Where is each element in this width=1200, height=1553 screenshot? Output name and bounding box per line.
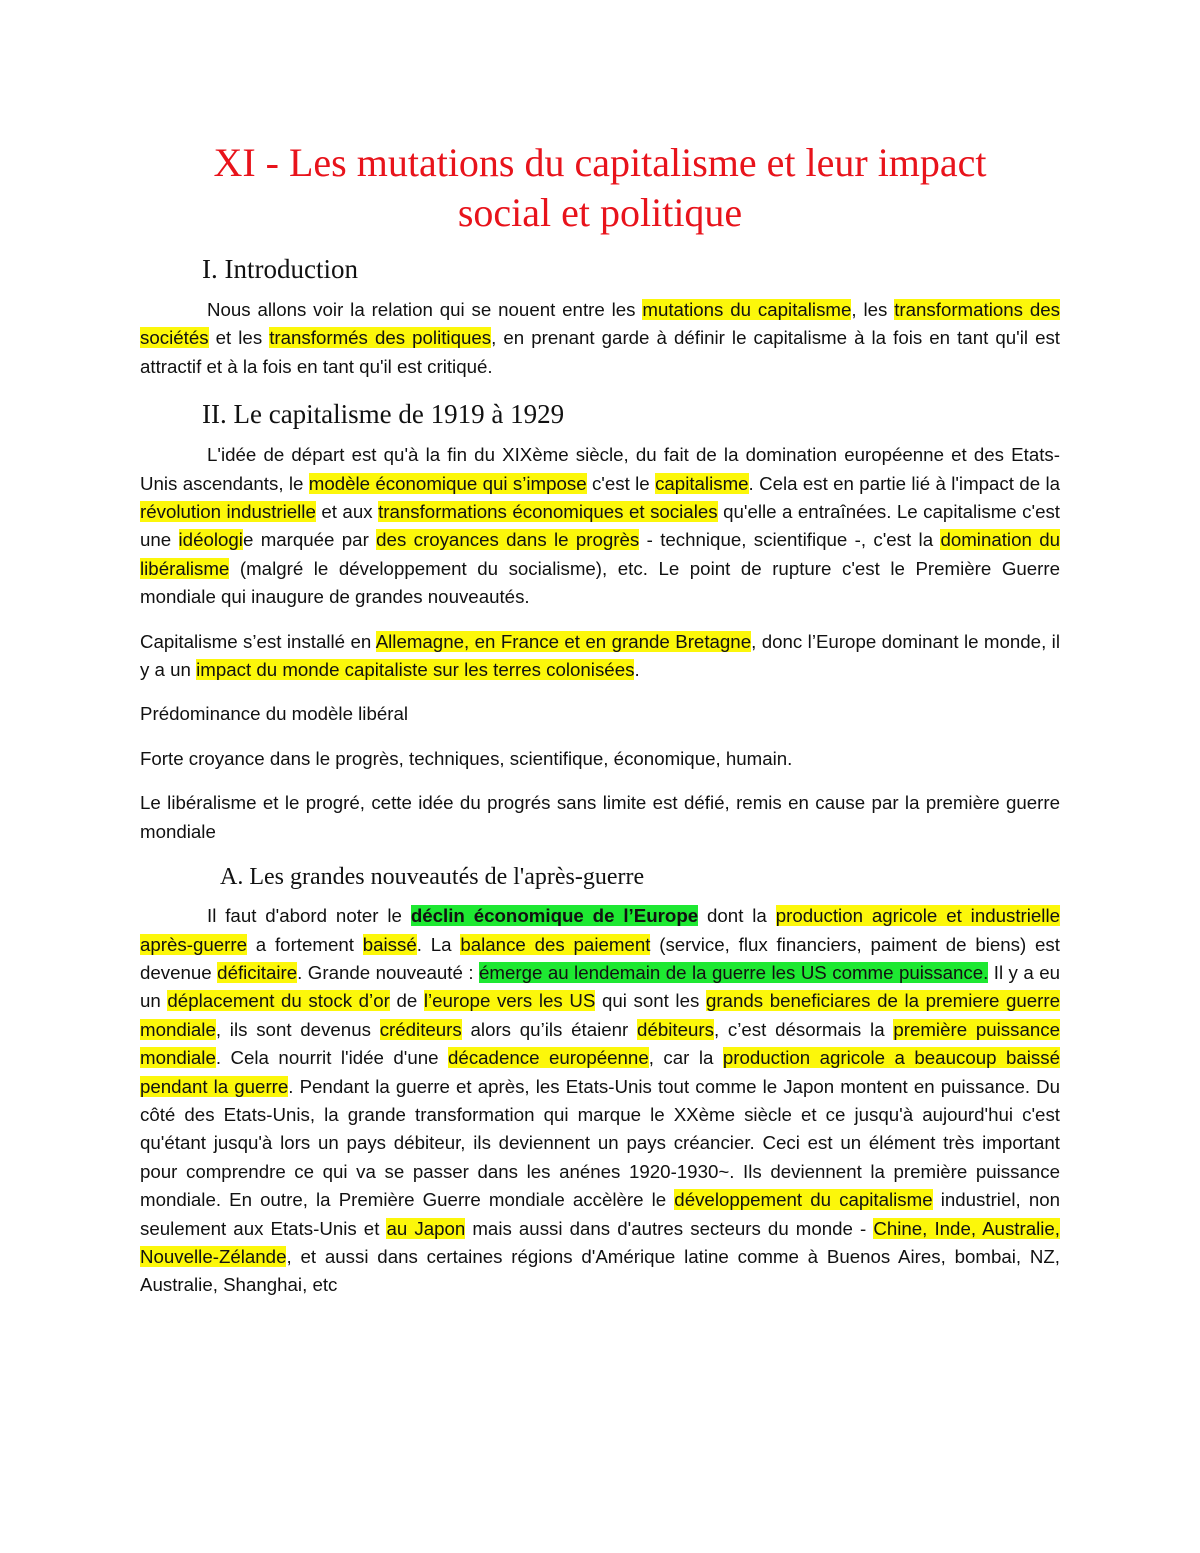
- section2-paragraph-4: Forte croyance dans le progrès, techniques, scientifique, économique, humain.: [140, 747, 793, 769]
- highlight: grands beneficiares de la premiere guerre mondiale: [140, 990, 1060, 1040]
- highlight: transformés des politiques: [269, 327, 492, 349]
- highlight: idéologi: [178, 529, 243, 551]
- title-line-2: social et politique: [457, 190, 743, 235]
- highlight: production agricole a beaucoup baissé pendant la guerre: [140, 1047, 1060, 1097]
- heading-introduction: I. Introduction: [202, 254, 358, 284]
- highlight: mutations du capitalisme: [642, 299, 852, 320]
- section2-paragraph-2: Capitalisme s’est installé en Allemagne, en France et en grande Bretagne, donc l’Europe dominant le monde, il y a un impact du monde capitaliste sur les terres colonisées.: [140, 630, 1060, 681]
- document-title: [140, 138, 1060, 238]
- highlight: Chine, Inde, Australie, Nouvelle-Zélande: [140, 1217, 1060, 1267]
- section2-paragraph-5: Le libéralisme et le progré, cette idée du progrés sans limite est défié, remis en cause par la première guerre mondiale: [140, 792, 1060, 842]
- heading-subsection-a: A. Les grandes nouveautés de l'après-guerre: [220, 864, 645, 891]
- subsectionA-paragraph: Il faut d'abord noter le déclin économique de l’Europe dont la production agricole et industrielle après-guerre a fortement baissé. La balance des paiement (service, flux financiers, paiment de biens) est devenue déficitaire. Grande nouveauté : émerge au lendemain de la guerre les US comme puissance. Il y a eu un déplacement du stock d’or de l’europe vers les US qui sont les grands beneficiares de la premiere guerre mondiale, ils sont devenus créditeurs alors qu’ils étaienr débiteurs, c’est désormais la première puissance mondiale. Cela nourrit l'idée d'une décadence européenne, car la production agricole a beaucoup baissé pendant la guerre. Pendant la guerre et après, les Etats-Unis tout comme le Japon montent en puissance. Du côté des Etats-Unis, la grande transformation qui marque le XXème siècle et ce jusqu'à aujourd'hui c'est qu'étant jusqu'à lors un pays débiteur, ils deviennent un pays créancier. Ceci est un élément très important pour comprendre ce qui va se passer dans les anénes 1920-1930~. Ils deviennent la première puissance mondiale. En outre, la Première Guerre mondiale accèlère le développement du capitalisme industriel, non seulement aux Etats-Unis et au Japon mais aussi dans d'autres secteurs du monde - Chine, Inde, Australie, Nouvelle-Zélande, et aussi dans certaines régions d'Amérique latine comme à Buenos Aires, bombai, NZ, Australie, Shanghai, etc: [140, 905, 1061, 1296]
- green-highlight: déclin économique de l’Europe: [410, 905, 699, 927]
- highlight: décadence européenne: [448, 1047, 649, 1069]
- highlight: révolution industrielle: [140, 501, 316, 523]
- highlight: développement du capitalisme: [674, 1189, 933, 1211]
- title-line-1: XI - Les mutations du capitalisme et leur impact: [213, 140, 987, 185]
- highlight: débiteurs: [637, 1018, 714, 1040]
- highlight: déficitaire: [217, 961, 298, 983]
- green-highlight: émerge au lendemain de la guerre les US comme puissance.: [479, 961, 989, 983]
- heading-section-2: II. Le capitalisme de 1919 à 1929: [202, 399, 565, 430]
- highlight: balance des paiement: [460, 933, 651, 955]
- section2-paragraph-1: L'idée de départ est qu'à la fin du XIXème siècle, du fait de la domination européenne et des Etats-Unis ascendants, le modèle économique qui s’impose c'est le capitalisme. Cela est en partie lié à l'impact de la révolution industrielle et aux transformations économiques et sociales qu'elle a entraînées. Le capitalisme c'est une idéologie marquée par des croyances dans le progrès - technique, scientifique -, c'est la domination du libéralisme (malgré le développement du socialisme), etc. Le point de rupture c'est le Première Guerre mondiale qui inaugure de grandes nouveautés.: [140, 444, 1061, 608]
- section2-paragraph-3: Prédominance du modèle libéral: [140, 703, 409, 725]
- highlight: impact du monde capitaliste sur les terres colonisées: [196, 659, 635, 681]
- highlight: transformations des sociétés: [140, 299, 1060, 349]
- intro-paragraph: Nous allons voir la relation qui se nouent entre les mutations du capitalisme, les transformations des sociétés et les transformés des politiques, en prenant garde à définir le capitalisme à la fois en tant qu'il est attractif et à la fois en tant qu'il est critiqué.: [140, 299, 1060, 377]
- highlight: au Japon: [386, 1217, 466, 1239]
- highlight: première puissance mondiale: [140, 1018, 1060, 1069]
- highlight: domination du libéralisme: [140, 529, 1061, 579]
- highlight: modèle économique qui s’impose: [308, 472, 587, 494]
- highlight: baissé: [362, 933, 417, 955]
- highlight: déplacement du stock d’or: [167, 990, 390, 1012]
- highlight: des croyances dans le progrès: [376, 529, 640, 551]
- highlight: l’europe vers les US: [423, 990, 596, 1012]
- highlight: production agricole et industrielle après-guerre: [140, 905, 1060, 955]
- highlight: capitalisme: [655, 472, 749, 494]
- highlight: transformations économiques et sociales: [378, 501, 718, 523]
- highlight: Allemagne, en France et en grande Bretagne: [375, 630, 752, 652]
- highlight: créditeurs: [379, 1018, 462, 1040]
